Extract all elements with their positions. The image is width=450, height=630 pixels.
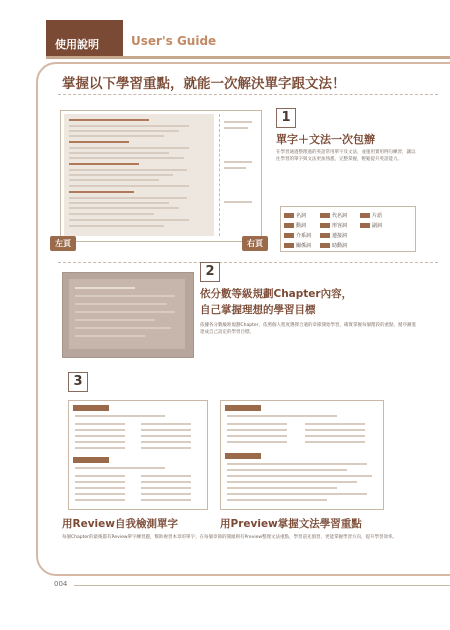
header-rule [46, 56, 450, 59]
legend-item: 形容詞 [320, 222, 347, 229]
section2-desc: 依據各分數級距規劃Chapter，依照個人程度選擇合適的章節開始學習，確實掌握每個階段的重點，循序漸進達成自己設定的學習目標。 [200, 323, 416, 335]
section3-number: 3 [68, 372, 88, 392]
legend-item: 代名詞 [320, 212, 347, 219]
left-page-label: 左頁 [50, 236, 76, 251]
right-page-label: 右頁 [242, 236, 268, 251]
footer-rule [74, 585, 450, 586]
section1-desc: 在學習通過整理過的英語常用單字及文法，並運用實用例句練習，讓以往學習的單字與文法更加熟悉，完整掌握，輕鬆提升英語能力。 [276, 150, 416, 162]
legend-item: 副詞 [360, 222, 382, 229]
header-tab-en: User's Guide [131, 34, 217, 48]
section1-title: 單字＋文法一次包辦 [276, 133, 375, 146]
legend-item: 介系詞 [284, 232, 311, 239]
header-tab-cn: 使用說明 [55, 38, 99, 51]
section3-left-title: 用Review自我檢測單字 [62, 518, 178, 530]
preview-page-sample [220, 400, 384, 510]
section2-number: 2 [200, 262, 220, 282]
section1-number: 1 [276, 108, 296, 128]
headline-dotted-rule [58, 94, 438, 95]
legend-item: 助動詞 [320, 242, 347, 249]
section3-desc: 每個Chapter的最後都有Review單字練習題，幫助複習本章的單字；在每個章節的開頭則有Preview整理文法重點，學習前先預習，更能掌握學習方向，提升學習效率。 [62, 535, 398, 540]
dictionary-page-sample [60, 110, 262, 242]
section-divider [58, 262, 438, 263]
legend-item: 動詞 [284, 222, 306, 229]
headline: 掌握以下學習重點，就能一次解決單字跟文法！ [62, 76, 346, 92]
section3-right-title: 用Preview掌握文法學習重點 [220, 518, 362, 530]
section2-title-line1: 依分數等級規劃Chapter內容， [200, 288, 353, 300]
page-number: 004 [54, 580, 68, 588]
legend-item: 片語 [360, 212, 382, 219]
legend-item: 名詞 [284, 212, 306, 219]
review-page-sample [68, 400, 208, 510]
legend-item: 連接詞 [320, 232, 347, 239]
chapter-page-sample [62, 272, 194, 358]
legend-item: 關係詞 [284, 242, 311, 249]
section2-title-line2: 自己掌握理想的學習目標 [200, 304, 316, 316]
